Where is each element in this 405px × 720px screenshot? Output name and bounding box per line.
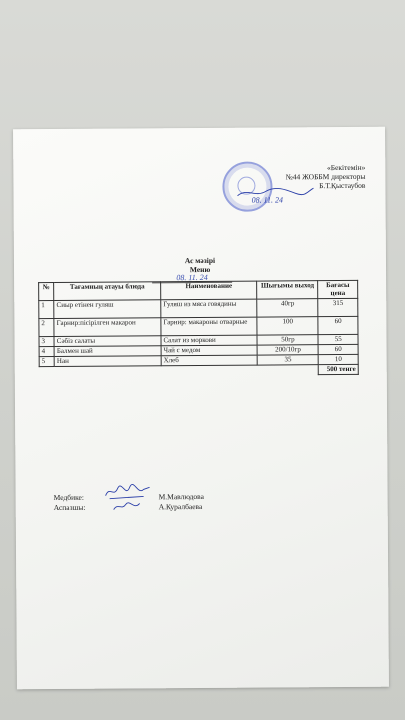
staff-name: А.Куралбаева xyxy=(158,501,203,512)
total-spacer xyxy=(39,365,318,377)
staff-row-nurse xyxy=(53,491,204,503)
row-num: 3 xyxy=(39,337,54,347)
row-output: 200/10гр xyxy=(257,345,318,355)
title-ru: Меню xyxy=(189,264,211,275)
staff-name: М.Мавлюдова xyxy=(158,491,204,502)
approval-director: Б.Т.Қыстаубов xyxy=(319,180,366,191)
header-price: Бағасы цена xyxy=(318,280,358,298)
row-output: 50гр xyxy=(257,335,318,345)
row-dish-kz: Гарнир:пісірілген макарон xyxy=(54,318,161,337)
row-dish-ru: Гуляш из мяса говядины xyxy=(161,299,258,318)
staff-block xyxy=(53,491,204,513)
approval-block xyxy=(285,163,365,191)
row-price: 55 xyxy=(318,334,358,344)
title-kz: Ас мәзірі xyxy=(184,255,216,266)
row-dish-ru: Гарнир: макароны отварные xyxy=(161,317,258,336)
table-total-row xyxy=(39,364,358,376)
row-price: 315 xyxy=(318,298,358,316)
row-dish-ru: Салат из моркови xyxy=(161,335,258,346)
row-price: 60 xyxy=(318,316,358,334)
total-price: 500 тенге xyxy=(319,364,359,374)
staff-role: Медбике: xyxy=(53,492,84,503)
cook-signature xyxy=(112,500,142,512)
header-output: Шығымы выход xyxy=(257,281,318,299)
header-num: № xyxy=(39,283,54,301)
row-num: 4 xyxy=(39,347,54,357)
nurse-signature xyxy=(104,483,152,501)
row-output: 35 xyxy=(258,355,319,365)
row-dish-kz: Балмен шай xyxy=(54,346,161,357)
menu-table xyxy=(38,280,359,377)
row-dish-ru: Хлеб xyxy=(161,355,258,366)
staff-role: Аспазшы: xyxy=(53,502,86,513)
row-dish-ru: Чай с медом xyxy=(161,345,258,356)
table-header-row xyxy=(39,280,358,300)
row-num: 5 xyxy=(39,357,54,367)
approval-school: №44 ЖОББМ директоры xyxy=(285,171,366,182)
row-dish-kz: Сиыр етінен гуляш xyxy=(54,300,161,319)
row-output: 40гр xyxy=(257,299,318,317)
row-price: 60 xyxy=(318,344,358,354)
table-row xyxy=(39,316,358,336)
menu-date: 08. 11. 24 xyxy=(152,273,232,284)
staff-row-cook xyxy=(53,501,203,513)
row-dish-kz: Нан xyxy=(54,356,161,367)
approval-date: 08. 11. 24 xyxy=(251,195,283,205)
row-price: 10 xyxy=(318,354,358,364)
table-row xyxy=(39,298,358,318)
row-dish-kz: Сәбіз салаты xyxy=(54,336,161,347)
row-num: 2 xyxy=(39,319,54,337)
header-dish-kz: Тағамның атауы блюда xyxy=(54,282,161,301)
approval-heading: «Бекітемін» xyxy=(326,162,366,173)
menu-document xyxy=(13,127,389,690)
row-num: 1 xyxy=(39,301,54,319)
header-dish-ru: Наименование xyxy=(161,281,258,300)
row-output: 100 xyxy=(257,317,318,335)
